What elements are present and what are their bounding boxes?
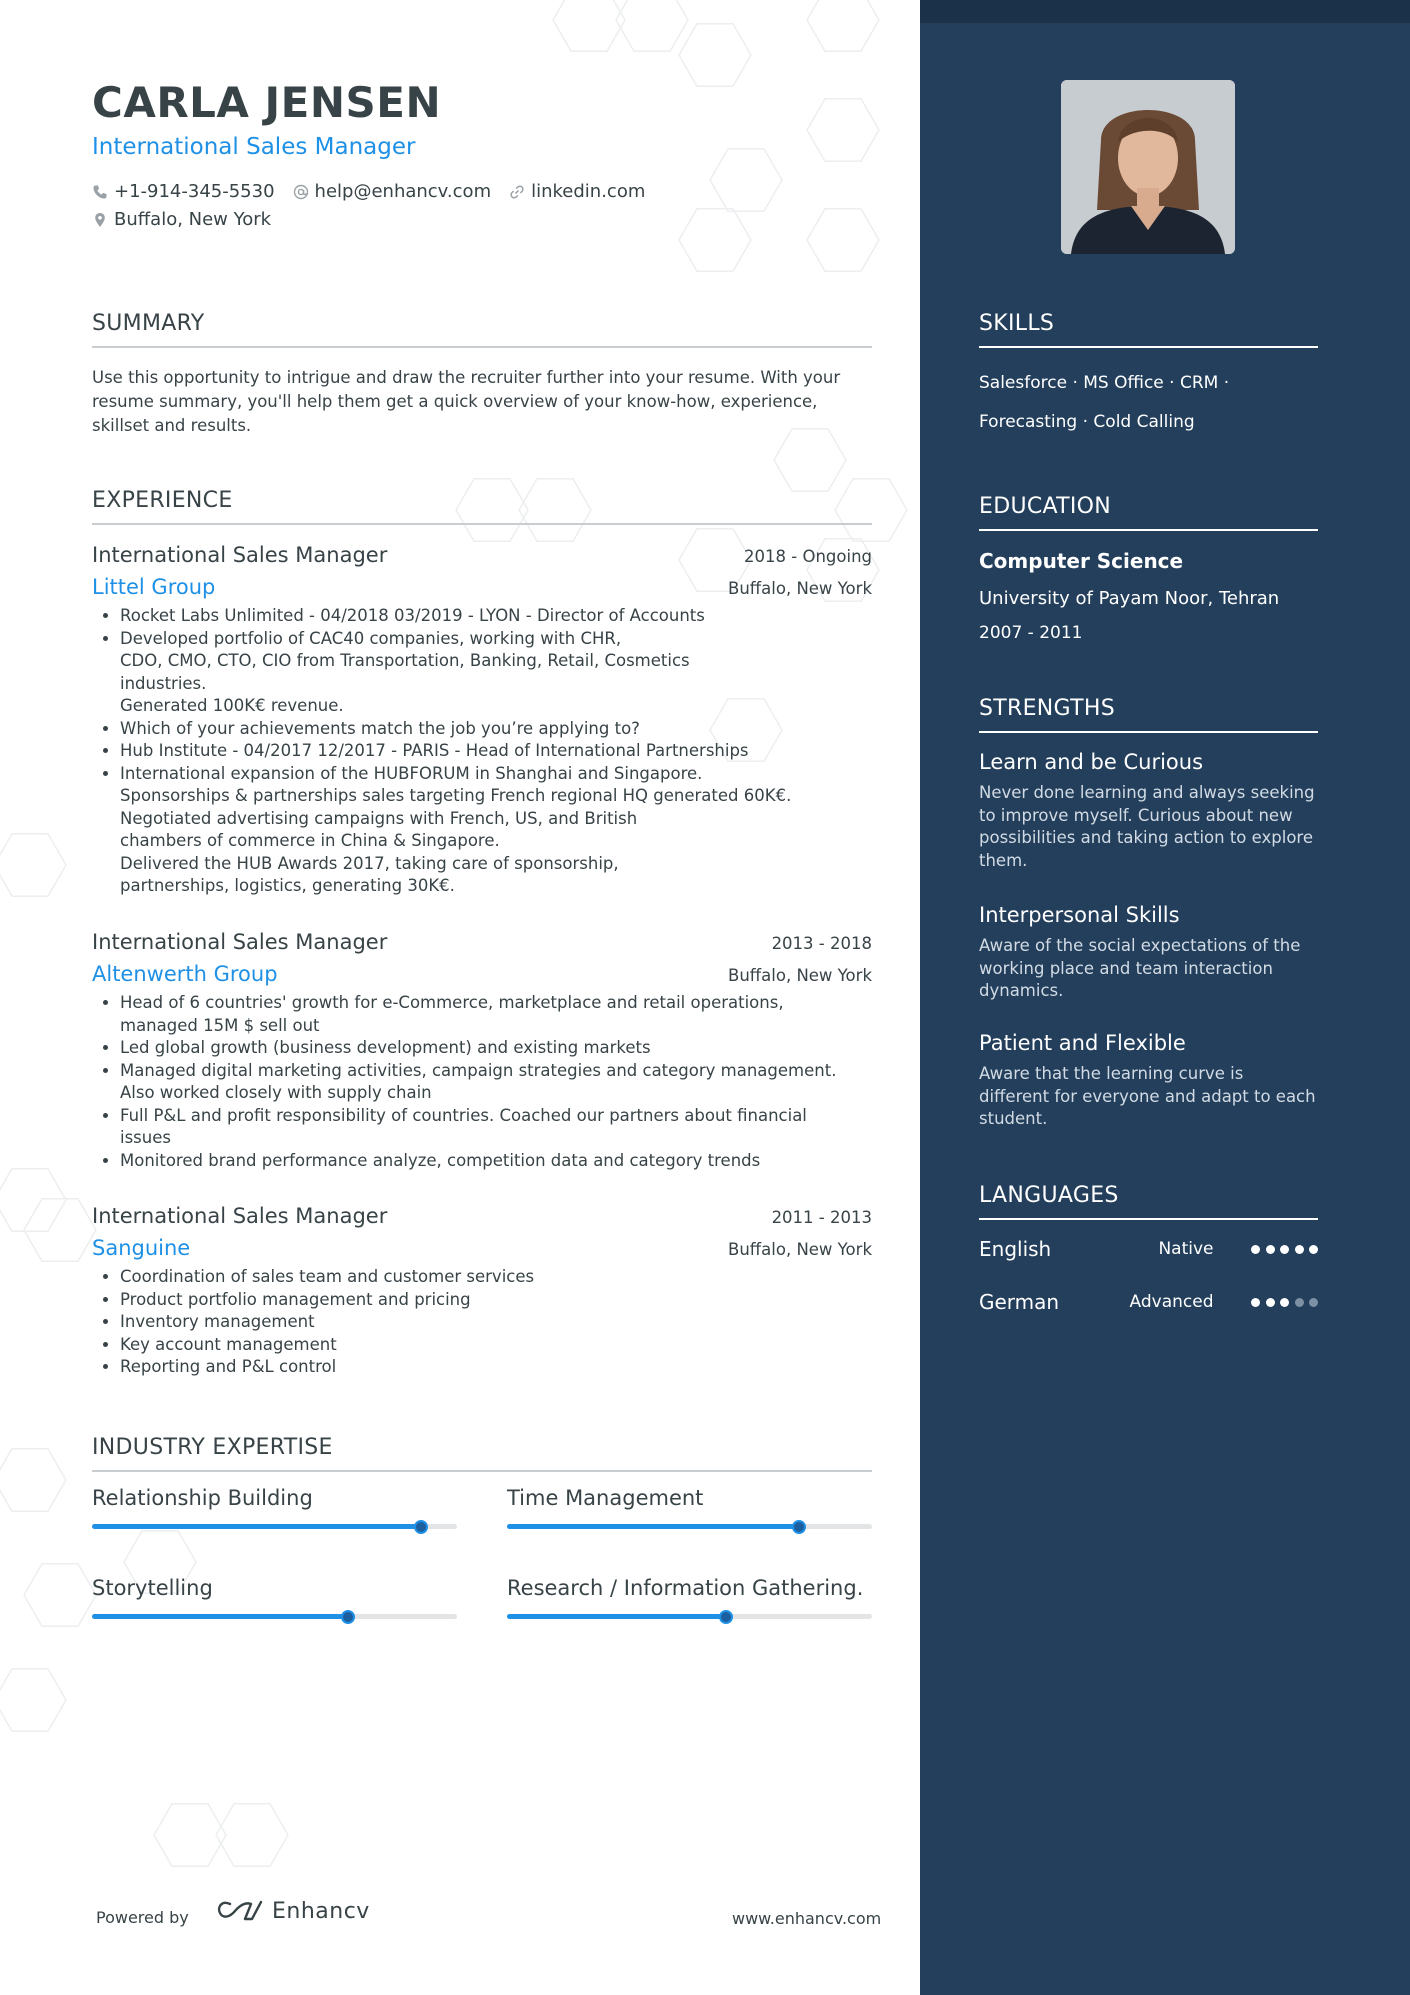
job-location: Buffalo, New York bbox=[728, 1240, 872, 1259]
education-school: University of Payam Noor, Tehran bbox=[979, 588, 1280, 609]
rating-dot bbox=[1309, 1298, 1318, 1307]
skills-list bbox=[979, 364, 1318, 442]
strengths-heading: STRENGTHS bbox=[979, 696, 1318, 733]
job-bullet: • Managed digital marketing activities, campaign strategies and category management. Also worked closely with supply chain bbox=[120, 1060, 872, 1105]
email-contact[interactable] bbox=[293, 181, 492, 202]
rating-dot bbox=[1295, 1245, 1304, 1254]
job-dates: 2018 - Ongoing bbox=[744, 547, 872, 566]
expertise-label: Relationship Building bbox=[92, 1486, 313, 1510]
strength-description: Aware of the social expectations of the working place and team interaction dynamics. bbox=[979, 936, 1301, 1000]
rating-dot bbox=[1251, 1298, 1260, 1307]
expertise-label: Research / Information Gathering. bbox=[507, 1576, 864, 1600]
footer-url[interactable]: www.enhancv.com bbox=[732, 1909, 882, 1928]
location-pin-icon bbox=[92, 212, 108, 228]
language-item bbox=[979, 1237, 1318, 1261]
job-location: Buffalo, New York bbox=[728, 966, 872, 985]
job-entry bbox=[92, 930, 872, 1172]
expertise-bar-track bbox=[92, 1524, 457, 1529]
languages-heading: LANGUAGES bbox=[979, 1183, 1318, 1220]
rating-dot bbox=[1266, 1298, 1275, 1307]
skills-line: Salesforce · MS Office · CRM · bbox=[979, 373, 1230, 393]
strength-title: Learn and be Curious bbox=[979, 750, 1204, 774]
job-company: Altenwerth Group bbox=[92, 962, 278, 986]
phone-text: +1-914-345-5530 bbox=[114, 181, 275, 202]
location-contact bbox=[92, 209, 271, 230]
expertise-label: Time Management bbox=[507, 1486, 704, 1510]
job-bullet: • Product portfolio management and pricing bbox=[120, 1289, 872, 1312]
job-bullet: • Key account management bbox=[120, 1334, 872, 1357]
expertise-bar-fill bbox=[507, 1614, 726, 1619]
language-rating bbox=[1246, 1245, 1319, 1254]
education-heading: EDUCATION bbox=[979, 494, 1318, 531]
job-role: International Sales Manager bbox=[92, 543, 388, 567]
language-item bbox=[979, 1290, 1318, 1314]
experience-heading: EXPERIENCE bbox=[92, 488, 872, 525]
job-bullets bbox=[92, 992, 872, 1172]
job-location: Buffalo, New York bbox=[728, 579, 872, 598]
phone-contact bbox=[92, 181, 275, 202]
strength-title: Interpersonal Skills bbox=[979, 903, 1180, 927]
strength-item bbox=[979, 1031, 1318, 1131]
skills-heading: SKILLS bbox=[979, 311, 1318, 348]
expertise-bar-knob bbox=[792, 1520, 806, 1534]
expertise-bar-knob bbox=[719, 1610, 733, 1624]
powered-by-text: Powered by bbox=[96, 1908, 189, 1927]
expertise-item bbox=[507, 1486, 872, 1529]
rating-dot bbox=[1266, 1245, 1275, 1254]
rating-dot bbox=[1295, 1298, 1304, 1307]
job-bullet: • Led global growth (business development) and existing markets bbox=[120, 1037, 872, 1060]
language-name: English bbox=[979, 1237, 1052, 1261]
rating-dot bbox=[1280, 1245, 1289, 1254]
job-bullet: • Coordination of sales team and customer services bbox=[120, 1266, 872, 1289]
job-bullet: • Which of your achievements match the job you’re applying to? bbox=[120, 718, 872, 741]
job-bullet: • Monitored brand performance analyze, competition data and category trends bbox=[120, 1150, 872, 1173]
email-text[interactable]: help@enhancv.com bbox=[314, 181, 492, 202]
candidate-name: CARLA JENSEN bbox=[92, 78, 442, 127]
education-years: 2007 - 2011 bbox=[979, 623, 1083, 643]
linkedin-contact[interactable] bbox=[509, 181, 645, 202]
at-icon bbox=[293, 184, 309, 200]
expertise-bar-fill bbox=[507, 1524, 799, 1529]
job-bullet: • International expansion of the HUBFORUM in Shanghai and Singapore. Sponsorships & partnerships sales targeting French regional HQ generated 60K€. Negotiated advertising campaigns with French, US, and British chambers of commerce in China & Singapore. Delivered the HUB Awards 2017, taking care of sponsorship, partnerships, logistics, generating 30K€. bbox=[120, 763, 872, 898]
sidebar-top-bar bbox=[920, 0, 1410, 23]
strength-description: Never done learning and always seeking to improve myself. Curious about new possibilities and taking action to explore them. bbox=[979, 783, 1315, 870]
expertise-bar-fill bbox=[92, 1614, 348, 1619]
language-level: Advanced bbox=[1129, 1292, 1214, 1312]
expertise-bar-fill bbox=[92, 1524, 421, 1529]
expertise-item bbox=[92, 1576, 457, 1619]
expertise-bar-knob bbox=[341, 1610, 355, 1624]
profile-photo bbox=[1061, 80, 1235, 254]
job-dates: 2013 - 2018 bbox=[771, 934, 872, 953]
expertise-bar-track bbox=[507, 1524, 872, 1529]
expertise-bar-track bbox=[507, 1614, 872, 1619]
strength-title: Patient and Flexible bbox=[979, 1031, 1186, 1055]
job-bullet: • Full P&L and profit responsibility of countries. Coached our partners about financial issues bbox=[120, 1105, 872, 1150]
job-entry bbox=[92, 543, 872, 898]
job-role: International Sales Manager bbox=[92, 1204, 388, 1228]
industry-expertise-heading: INDUSTRY EXPERTISE bbox=[92, 1435, 872, 1472]
link-icon bbox=[509, 184, 525, 200]
job-bullet: • Hub Institute - 04/2017 12/2017 - PARIS - Head of International Partnerships bbox=[120, 740, 872, 763]
language-rating bbox=[1246, 1298, 1319, 1307]
job-bullet: • Developed portfolio of CAC40 companies, working with CHR, CDO, CMO, CTO, CIO from Transportation, Banking, Retail, Cosmetics industries. Generated 100K€ revenue. bbox=[120, 628, 872, 718]
enhancv-logo[interactable] bbox=[216, 1898, 370, 1924]
job-company: Sanguine bbox=[92, 1236, 191, 1260]
skills-line: Forecasting · Cold Calling bbox=[979, 412, 1195, 432]
rating-dot bbox=[1251, 1245, 1260, 1254]
strength-item bbox=[979, 903, 1318, 1003]
rating-dot bbox=[1280, 1298, 1289, 1307]
rating-dot bbox=[1309, 1245, 1318, 1254]
education-degree: Computer Science bbox=[979, 549, 1184, 573]
expertise-item bbox=[92, 1486, 457, 1529]
expertise-label: Storytelling bbox=[92, 1576, 213, 1600]
job-entry bbox=[92, 1204, 872, 1379]
job-bullet: • Reporting and P&L control bbox=[120, 1356, 872, 1379]
strength-description: Aware that the learning curve is different for everyone and adapt to each student. bbox=[979, 1064, 1316, 1128]
language-name: German bbox=[979, 1290, 1060, 1314]
job-role: International Sales Manager bbox=[92, 930, 388, 954]
profile-photo-illustration bbox=[1061, 80, 1235, 254]
job-dates: 2011 - 2013 bbox=[771, 1208, 872, 1227]
enhancv-logo-icon bbox=[216, 1898, 264, 1924]
job-bullets bbox=[92, 605, 872, 898]
expertise-bar-knob bbox=[414, 1520, 428, 1534]
candidate-title: International Sales Manager bbox=[92, 134, 416, 160]
expertise-bar-track bbox=[92, 1614, 457, 1619]
job-bullets bbox=[92, 1266, 872, 1379]
job-bullet: • Head of 6 countries' growth for e-Commerce, marketplace and retail operations, managed 15M $ sell out bbox=[120, 992, 872, 1037]
location-text: Buffalo, New York bbox=[114, 209, 272, 230]
sidebar bbox=[920, 0, 1410, 1995]
phone-icon bbox=[92, 184, 108, 200]
summary-text: Use this opportunity to intrigue and draw the recruiter further into your resume. With your resume summary, you'll help them get a quick overview of your know-how, experience, skillset and results. bbox=[92, 368, 841, 435]
location-row bbox=[92, 209, 289, 230]
job-bullet: • Rocket Labs Unlimited - 04/2018 03/2019 - LYON - Director of Accounts bbox=[120, 605, 872, 628]
summary-heading: SUMMARY bbox=[92, 311, 872, 348]
expertise-item bbox=[507, 1576, 872, 1619]
job-company: Littel Group bbox=[92, 575, 216, 599]
job-bullet: • Inventory management bbox=[120, 1311, 872, 1334]
language-level: Native bbox=[1158, 1239, 1214, 1259]
strength-item bbox=[979, 750, 1318, 872]
linkedin-text[interactable]: linkedin.com bbox=[531, 181, 646, 202]
contact-row bbox=[92, 181, 663, 202]
enhancv-logo-text: Enhancv bbox=[272, 1898, 370, 1924]
